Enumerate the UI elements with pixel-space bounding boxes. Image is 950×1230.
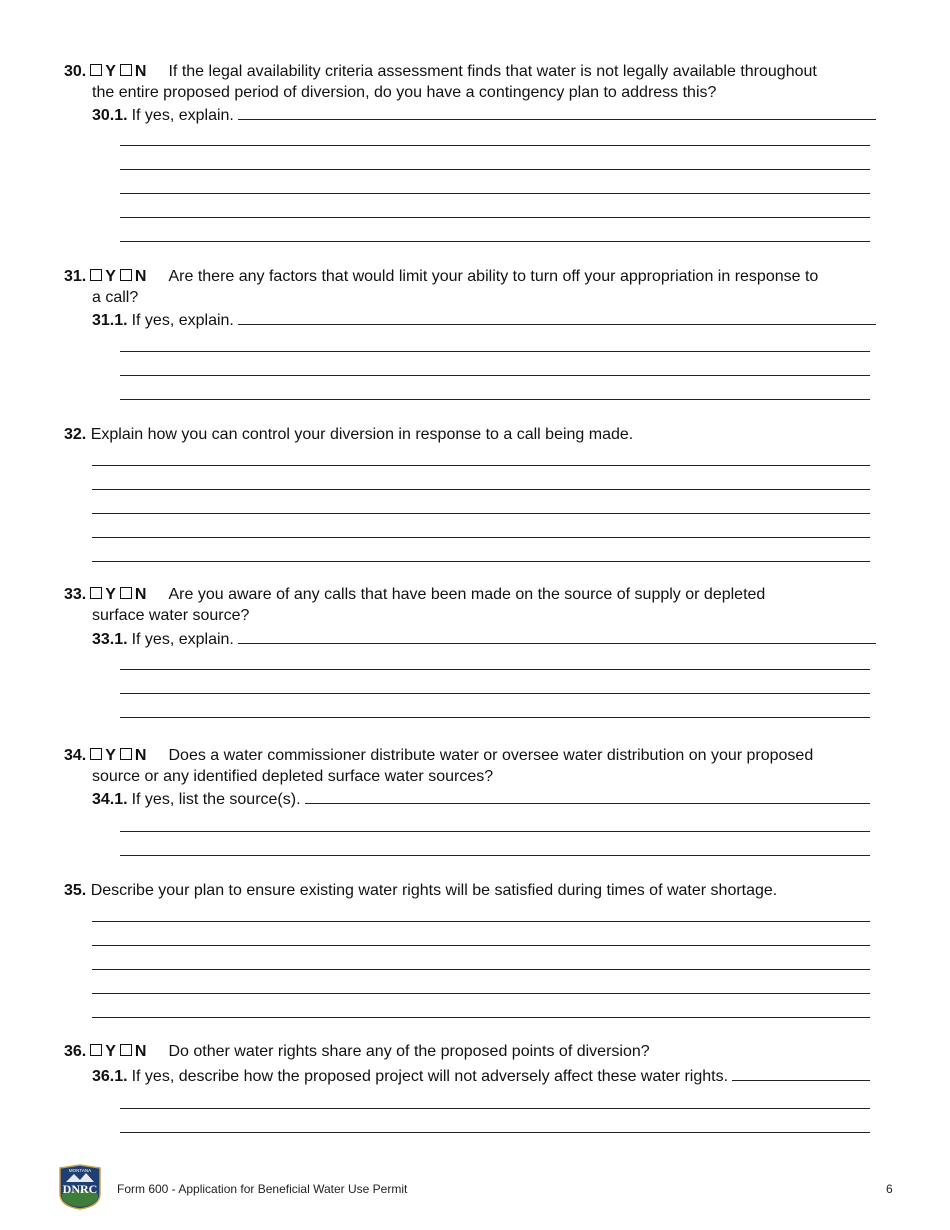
no-checkbox[interactable]: N — [120, 266, 147, 287]
subquestion-number: 33.1. — [92, 631, 128, 648]
yes-checkbox[interactable]: Y — [90, 61, 116, 82]
answer-line[interactable] — [238, 629, 876, 644]
yes-checkbox[interactable]: Y — [90, 745, 116, 766]
question-31 — [64, 266, 879, 308]
question-33 — [64, 584, 879, 626]
no-checkbox[interactable]: N — [120, 61, 147, 82]
question-number: 30. — [64, 63, 87, 80]
no-checkbox[interactable]: N — [120, 584, 147, 605]
answer-lines-33[interactable] — [120, 646, 870, 718]
question-text-continued: surface water source? — [92, 607, 250, 624]
answer-line[interactable] — [238, 105, 876, 120]
answer-lines-30[interactable] — [120, 122, 870, 242]
question-text-continued: the entire proposed period of diversion, do you have a contingency plan to address this? — [92, 84, 717, 101]
question-34 — [64, 745, 879, 787]
answer-lines-35[interactable] — [92, 898, 870, 1018]
question-text: Does a water commissioner distribute water or oversee water distribution on your proposed — [168, 747, 814, 764]
question-30 — [64, 61, 879, 103]
no-checkbox[interactable]: N — [120, 1041, 147, 1062]
subquestion-text: If yes, explain. — [131, 312, 234, 329]
answer-line[interactable] — [305, 789, 870, 804]
question-number: 31. — [64, 268, 87, 285]
yes-checkbox[interactable]: Y — [90, 266, 116, 287]
question-36 — [64, 1041, 879, 1062]
subquestion-number: 31.1. — [92, 312, 128, 329]
subquestion-number: 30.1. — [92, 107, 128, 124]
subquestion-text: If yes, explain. — [131, 631, 234, 648]
answer-lines-36[interactable] — [120, 1085, 870, 1133]
svg-text:MONTANA: MONTANA — [68, 1168, 92, 1173]
answer-line[interactable] — [238, 310, 876, 325]
question-number: 35. — [64, 882, 87, 899]
no-checkbox[interactable]: N — [120, 745, 147, 766]
yes-checkbox[interactable]: Y — [90, 584, 116, 605]
subquestion-text: If yes, explain. — [131, 107, 234, 124]
subquestion-number: 34.1. — [92, 791, 128, 808]
question-text: Are you aware of any calls that have been made on the source of supply or depleted — [168, 586, 766, 603]
question-text-continued: source or any identified depleted surface water sources? — [92, 768, 494, 785]
answer-lines-32[interactable] — [92, 442, 870, 562]
question-text: Are there any factors that would limit your ability to turn off your appropriation in response to — [168, 268, 819, 285]
question-text: If the legal availability criteria assessment finds that water is not legally available throughout — [168, 63, 817, 80]
dnrc-logo — [56, 1164, 104, 1210]
question-text-continued: a call? — [92, 289, 139, 306]
answer-lines-34[interactable] — [120, 808, 870, 856]
question-number: 32. — [64, 426, 87, 443]
question-text: Describe your plan to ensure existing water rights will be satisfied during times of water shortage. — [90, 882, 778, 899]
footer-form-title: Form 600 - Application for Beneficial Water Use Permit — [117, 1182, 408, 1196]
subquestion-number: 36.1. — [92, 1068, 128, 1085]
answer-lines-31[interactable] — [120, 328, 870, 400]
yes-checkbox[interactable]: Y — [90, 1041, 116, 1062]
page-number: 6 — [886, 1182, 893, 1196]
svg-text:DNRC: DNRC — [62, 1182, 98, 1196]
subquestion-34-1 — [92, 789, 870, 810]
question-number: 33. — [64, 586, 87, 603]
subquestion-text: If yes, describe how the proposed project will not adversely affect these water rights. — [131, 1068, 729, 1085]
question-number: 36. — [64, 1043, 87, 1060]
answer-line[interactable] — [732, 1066, 870, 1081]
subquestion-36-1 — [92, 1066, 870, 1087]
question-text: Explain how you can control your diversion in response to a call being made. — [90, 426, 634, 443]
subquestion-text: If yes, list the source(s). — [131, 791, 301, 808]
question-text: Do other water rights share any of the proposed points of diversion? — [168, 1043, 650, 1060]
question-number: 34. — [64, 747, 87, 764]
